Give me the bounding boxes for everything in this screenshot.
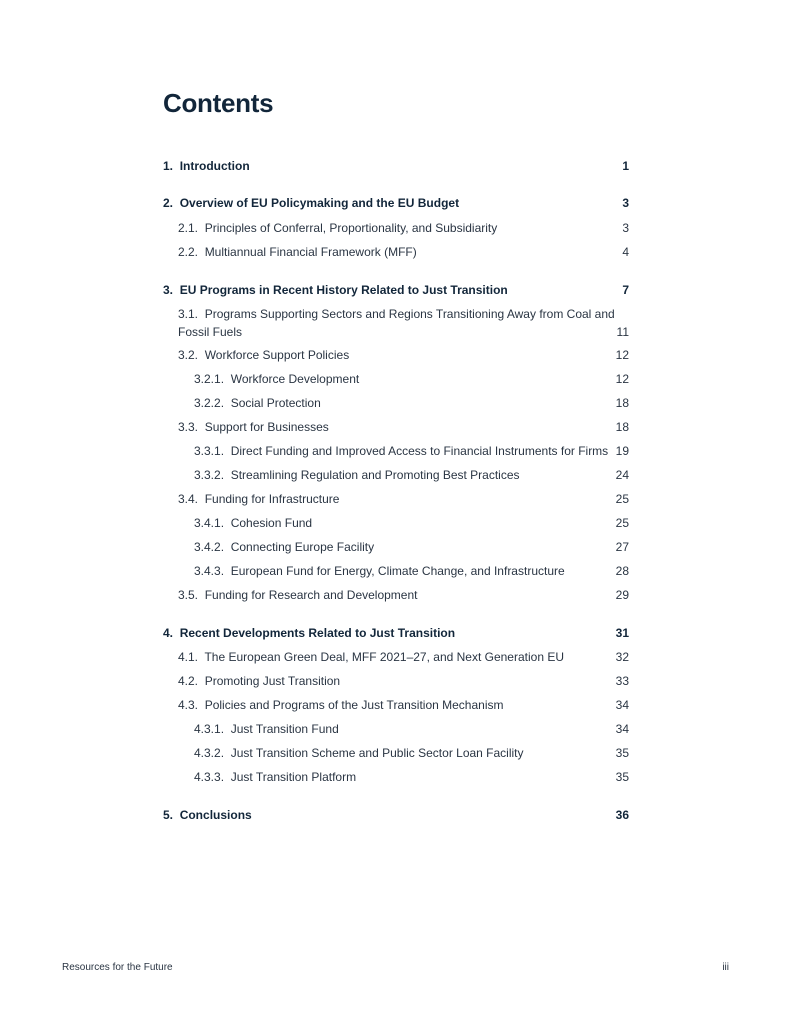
toc-entry-label: Just Transition Scheme and Public Sector Loan Facility bbox=[230, 746, 524, 760]
toc-entry[interactable] bbox=[194, 538, 629, 556]
toc-entry-number: 3.5. bbox=[178, 588, 199, 602]
toc-entry-label: Conclusions bbox=[179, 808, 252, 822]
toc-entry-page: 12 bbox=[615, 348, 629, 362]
toc-entry-page: 31 bbox=[615, 626, 629, 640]
toc-entry[interactable] bbox=[194, 720, 629, 738]
toc-entry-label: Cohesion Fund bbox=[230, 516, 313, 530]
toc-entry-number: 4.3. bbox=[178, 698, 199, 712]
toc-entry-number: 2.2. bbox=[178, 245, 199, 259]
toc-entry[interactable] bbox=[194, 744, 629, 762]
toc-entry-page: 35 bbox=[615, 746, 629, 760]
toc-entry-label: Workforce Development bbox=[230, 372, 360, 386]
toc-entry-page: 1 bbox=[622, 159, 629, 173]
toc-entry-number: 4.3.2. bbox=[194, 746, 225, 760]
toc-entry-label: Overview of EU Policymaking and the EU Budget bbox=[179, 196, 460, 210]
toc-entry-number: 4.2. bbox=[178, 674, 199, 688]
toc-entry[interactable] bbox=[178, 418, 629, 436]
footer-page-number: iii bbox=[722, 962, 729, 973]
toc-entry-page: 27 bbox=[615, 540, 629, 554]
toc-entry-label: Connecting Europe Facility bbox=[230, 540, 375, 554]
toc-entry[interactable] bbox=[178, 346, 629, 364]
toc-entry-number: 3.3. bbox=[178, 420, 199, 434]
toc-entry-page: 36 bbox=[615, 808, 629, 822]
toc-entry-label: European Fund for Energy, Climate Change, and Infrastructure bbox=[230, 564, 565, 578]
toc-entry-number: 3.2.2. bbox=[194, 396, 225, 410]
toc-entry-label: Social Protection bbox=[230, 396, 321, 410]
toc-entry-number: 4. bbox=[163, 626, 174, 640]
toc-entry-number: 2.1. bbox=[178, 221, 199, 235]
toc-entry-number: 3.3.1. bbox=[194, 444, 225, 458]
toc-entry-label: Just Transition Platform bbox=[230, 770, 357, 784]
toc-entry-page: 33 bbox=[615, 674, 629, 688]
toc-entry[interactable] bbox=[178, 219, 629, 237]
toc-entry-number: 1. bbox=[163, 159, 174, 173]
toc-entry[interactable] bbox=[178, 305, 629, 341]
toc-entry[interactable] bbox=[178, 696, 629, 714]
footer-publisher: Resources for the Future bbox=[62, 962, 173, 973]
toc-entry-page: 32 bbox=[615, 650, 629, 664]
toc-entry-label: Support for Businesses bbox=[204, 420, 329, 434]
toc-entry-label: Workforce Support Policies bbox=[204, 348, 350, 362]
toc-entry-number: 3.4. bbox=[178, 492, 199, 506]
toc-entry[interactable] bbox=[163, 806, 629, 824]
toc-entry[interactable] bbox=[194, 768, 629, 786]
toc-entry-label: Programs Supporting Sectors and Regions Transitioning Away from Coal and Fossil Fuels bbox=[178, 307, 615, 339]
toc-entry-number: 3. bbox=[163, 283, 174, 297]
toc-entry-page: 11 bbox=[616, 325, 629, 339]
toc-entry-page: 19 bbox=[615, 444, 629, 458]
toc-entry[interactable] bbox=[163, 281, 629, 299]
toc-entry-label: Streamlining Regulation and Promoting Best Practices bbox=[230, 468, 520, 482]
toc-entry-label: The European Green Deal, MFF 2021–27, and Next Generation EU bbox=[204, 650, 565, 664]
toc-entry-label: Principles of Conferral, Proportionality, and Subsidiarity bbox=[204, 221, 498, 235]
toc-entry-label: Just Transition Fund bbox=[230, 722, 339, 736]
toc-entry-label: Policies and Programs of the Just Transition Mechanism bbox=[204, 698, 504, 712]
toc-entry-page: 25 bbox=[615, 492, 629, 506]
toc-entry-page: 7 bbox=[622, 283, 629, 297]
toc-entry-number: 3.2. bbox=[178, 348, 199, 362]
toc-entry-label: Promoting Just Transition bbox=[204, 674, 341, 688]
toc-entry-label: Recent Developments Related to Just Transition bbox=[179, 626, 456, 640]
toc-entry-number: 2. bbox=[163, 196, 174, 210]
toc-entry-page: 35 bbox=[615, 770, 629, 784]
toc-entry[interactable] bbox=[194, 442, 629, 460]
toc-entry-page: 18 bbox=[615, 420, 629, 434]
toc-entry[interactable] bbox=[194, 394, 629, 412]
toc-entry-label: Funding for Research and Development bbox=[204, 588, 418, 602]
toc-entry-page: 12 bbox=[615, 372, 629, 386]
toc-entry-page: 3 bbox=[622, 196, 629, 210]
toc-entry-number: 5. bbox=[163, 808, 174, 822]
toc-entry[interactable] bbox=[178, 648, 629, 666]
toc-entry-page: 25 bbox=[615, 516, 629, 530]
toc-entry-number: 3.2.1. bbox=[194, 372, 225, 386]
toc-entry-label: Direct Funding and Improved Access to Financial Instruments for Firms bbox=[230, 444, 609, 458]
toc-entry-label: Multiannual Financial Framework (MFF) bbox=[204, 245, 417, 259]
toc-entry-page: 28 bbox=[615, 564, 629, 578]
toc-entry[interactable] bbox=[178, 672, 629, 690]
toc-entry-label: EU Programs in Recent History Related to Just Transition bbox=[179, 283, 508, 297]
page-title: Contents bbox=[163, 88, 274, 118]
toc-entry-number: 4.1. bbox=[178, 650, 199, 664]
toc-entry-page: 3 bbox=[622, 221, 629, 235]
toc-entry-number: 3.1. bbox=[178, 307, 199, 321]
toc-entry-number: 3.3.2. bbox=[194, 468, 225, 482]
toc-entry-page: 34 bbox=[615, 698, 629, 712]
toc-entry[interactable] bbox=[194, 466, 629, 484]
toc-entry[interactable] bbox=[163, 157, 629, 175]
toc-entry[interactable] bbox=[194, 562, 629, 580]
toc-entry[interactable] bbox=[163, 624, 629, 642]
toc-entry-page: 29 bbox=[615, 588, 629, 602]
toc-entry[interactable] bbox=[178, 490, 629, 508]
toc-entry-page: 18 bbox=[615, 396, 629, 410]
toc-entry-number: 4.3.3. bbox=[194, 770, 225, 784]
toc-entry-number: 4.3.1. bbox=[194, 722, 225, 736]
toc-entry[interactable] bbox=[194, 514, 629, 532]
toc-entry-page: 24 bbox=[615, 468, 629, 482]
toc-entry[interactable] bbox=[178, 243, 629, 261]
toc-entry-page: 4 bbox=[622, 245, 629, 259]
toc-entry[interactable] bbox=[194, 370, 629, 388]
toc-entry-label: Introduction bbox=[179, 159, 250, 173]
toc-entry-number: 3.4.1. bbox=[194, 516, 225, 530]
toc-entry-number: 3.4.2. bbox=[194, 540, 225, 554]
toc-entry[interactable] bbox=[163, 194, 629, 212]
toc-entry-number: 3.4.3. bbox=[194, 564, 225, 578]
toc-entry[interactable] bbox=[178, 586, 629, 604]
toc-entry-page: 34 bbox=[615, 722, 629, 736]
toc-entry-label: Funding for Infrastructure bbox=[204, 492, 340, 506]
